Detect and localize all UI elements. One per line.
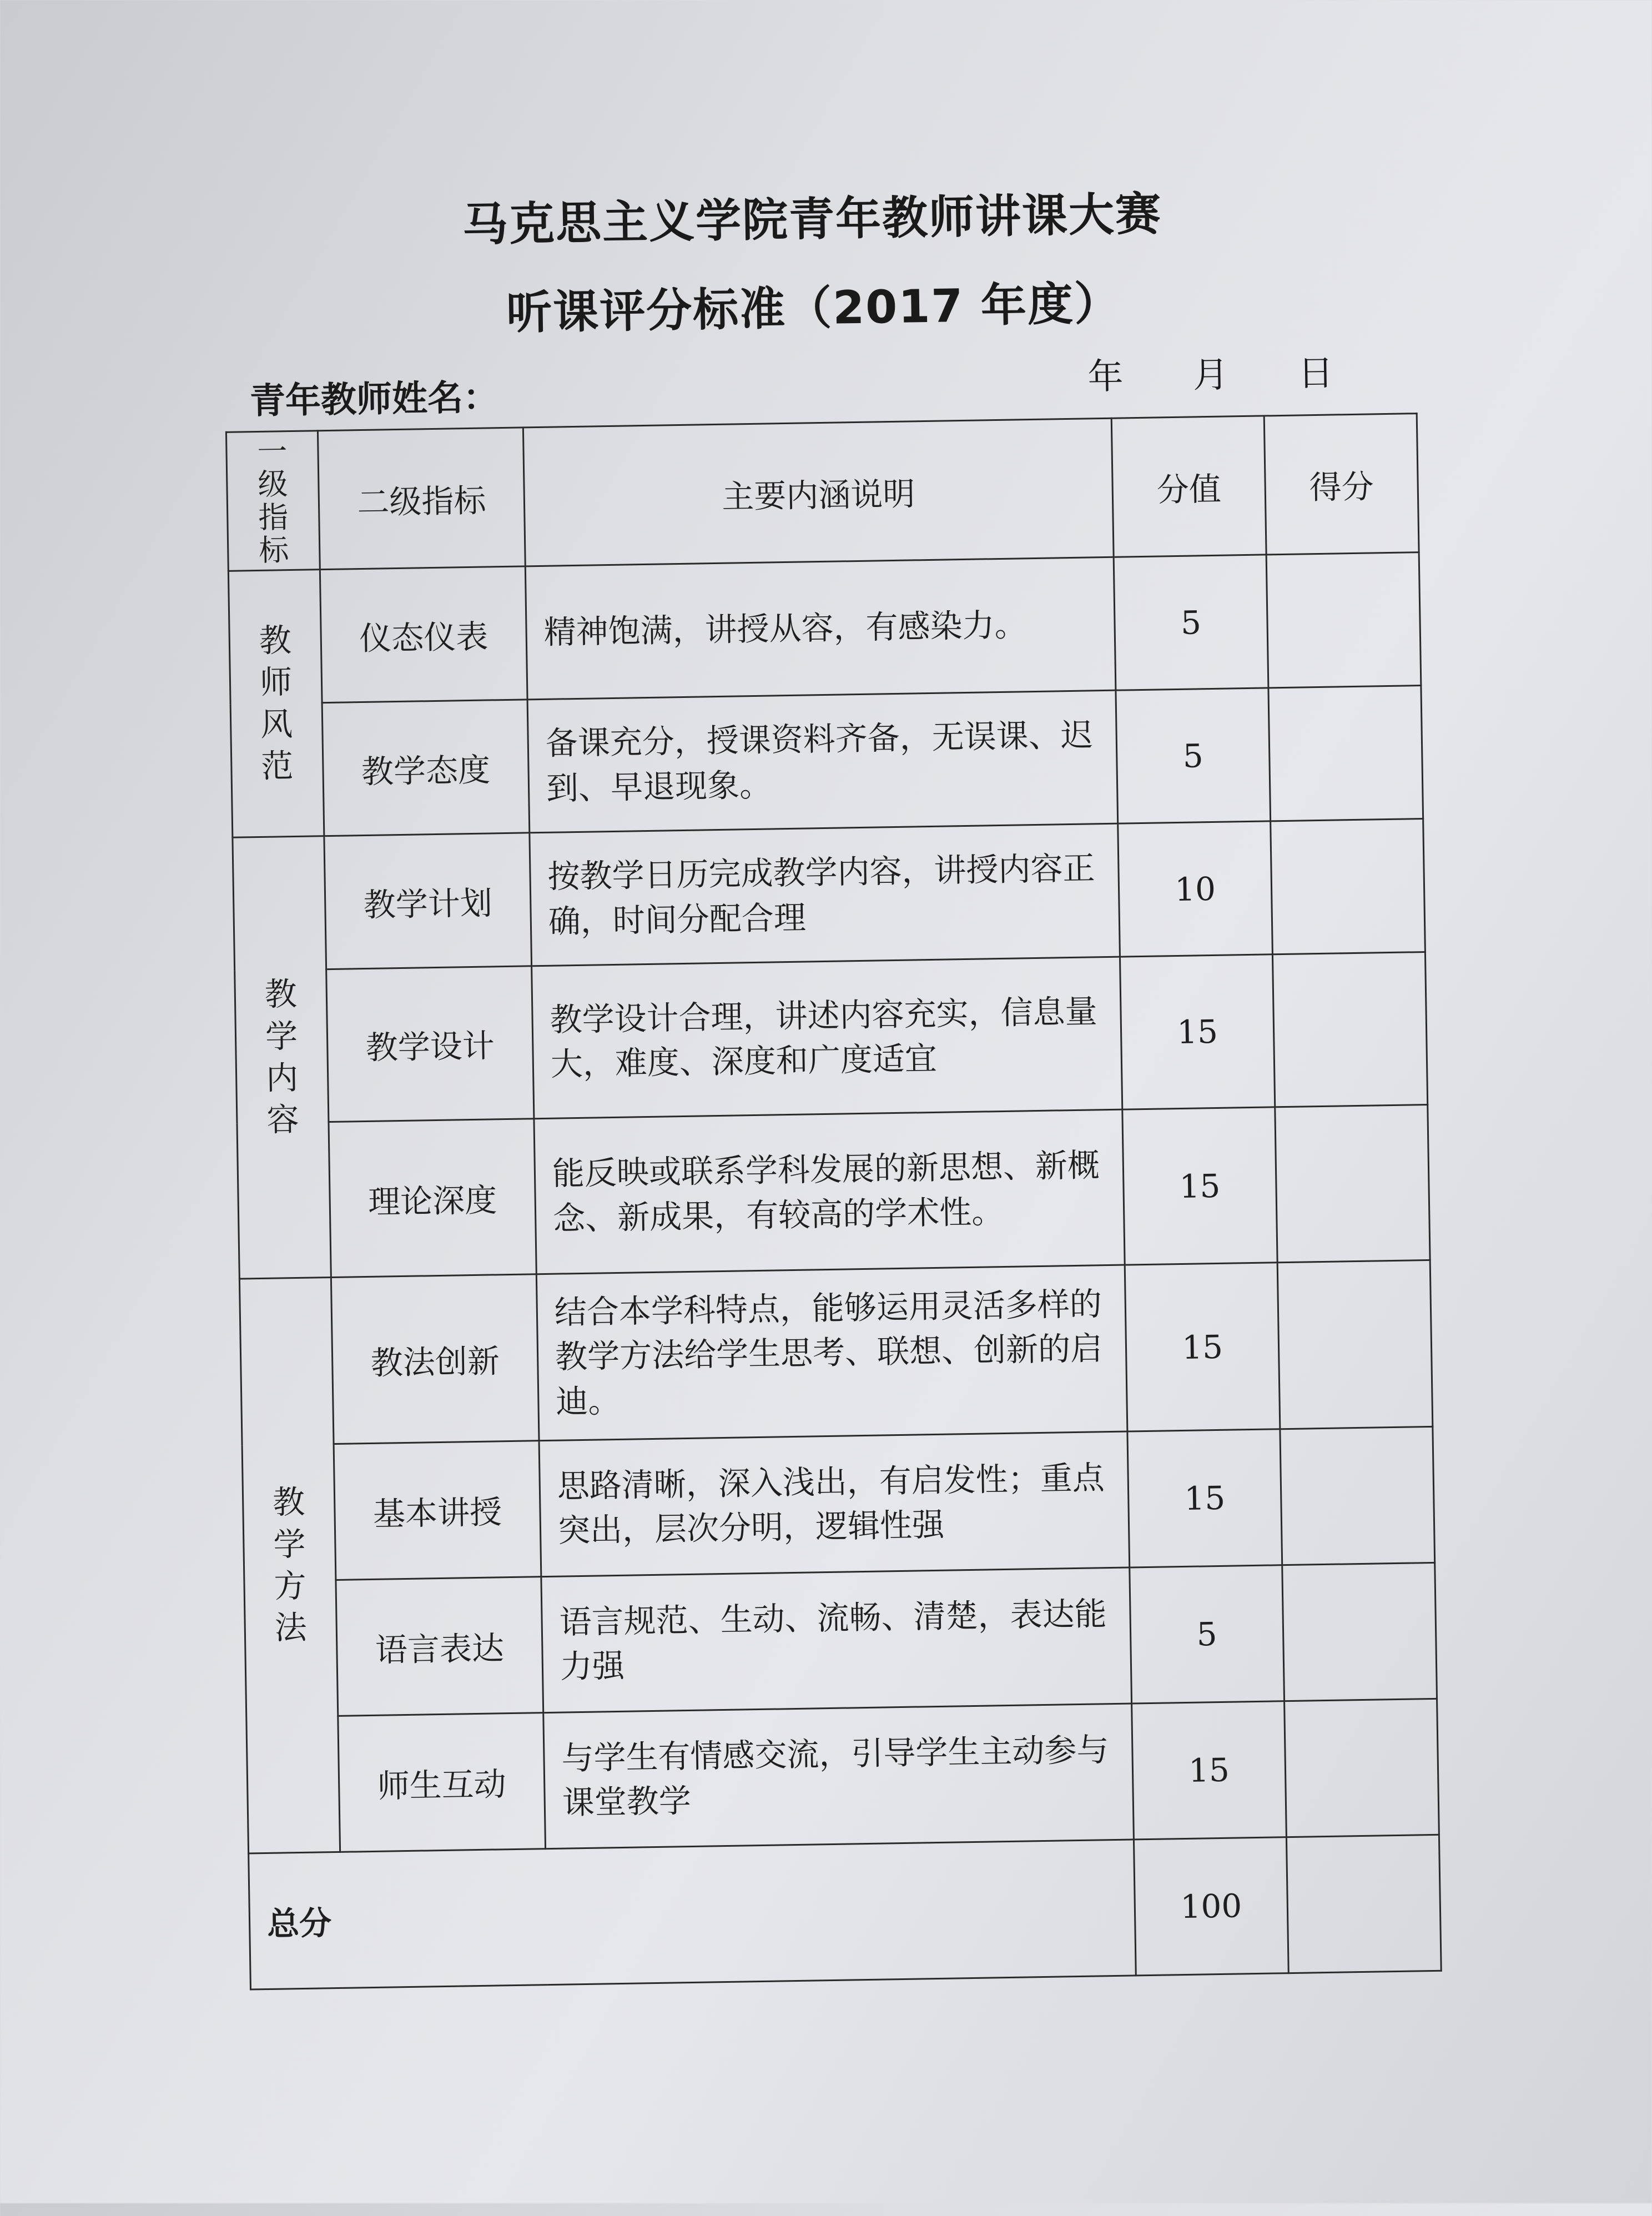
table-row <box>239 1260 1432 1445</box>
table-row <box>230 686 1423 838</box>
description-cell: 能反映或联系学科发展的新思想、新概念、新成果，有较高的学术性。 <box>534 1109 1125 1274</box>
table-header-row <box>226 414 1419 571</box>
total-score-entry-cell[interactable] <box>1286 1835 1441 1973</box>
page-subtitle: 听课评分标准（2017 年度） <box>506 277 1121 340</box>
teacher-name-label: 青年教师姓名： <box>249 377 499 423</box>
description-cell: 与学生有情感交流，引导学生主动参与课堂教学 <box>543 1704 1134 1849</box>
points-cell: 15 <box>1120 954 1275 1109</box>
table-row <box>246 1699 1439 1853</box>
group-teacher-demeanor: 教 师 风 范 <box>228 570 324 838</box>
indicator-cell: 语言表达 <box>336 1577 543 1716</box>
table-row <box>233 819 1426 971</box>
indicator-cell: 师生互动 <box>338 1713 546 1852</box>
header-level2: 二级指标 <box>318 428 525 570</box>
description-cell: 思路清晰，深入浅出，有启发性；重点突出，层次分明，逻辑性强 <box>539 1431 1130 1577</box>
points-cell: 15 <box>1125 1263 1280 1431</box>
description-cell: 教学设计合理，讲述内容充实，信息量大，难度、深度和广度适宜 <box>532 957 1122 1119</box>
points-cell: 15 <box>1127 1429 1282 1567</box>
date-field <box>1087 344 1392 400</box>
page-title: 马克思主义学院青年教师讲课大赛 <box>462 188 1162 252</box>
header-score: 得分 <box>1264 414 1419 555</box>
indicator-cell: 仪态仪表 <box>320 566 527 703</box>
score-entry-cell[interactable] <box>1285 1699 1439 1837</box>
table-row <box>244 1562 1437 1717</box>
score-entry-cell[interactable] <box>1282 1562 1437 1701</box>
total-row <box>249 1835 1442 1989</box>
indicator-cell: 教法创新 <box>331 1274 539 1444</box>
description-cell: 精神饱满，讲授从容，有感染力。 <box>525 557 1116 700</box>
points-cell: 5 <box>1116 688 1271 823</box>
points-cell: 5 <box>1114 555 1268 690</box>
score-entry-cell[interactable] <box>1271 819 1426 954</box>
points-cell: 10 <box>1118 821 1273 957</box>
group-teaching-method: 教 学 方 法 <box>239 1278 340 1853</box>
total-label: 总分 <box>249 1840 1136 1989</box>
score-entry-cell[interactable] <box>1272 952 1427 1107</box>
description-cell: 语言规范、生动、流畅、清楚，表达能力强 <box>541 1567 1132 1713</box>
group-teaching-content: 教 学 内 容 <box>233 836 331 1279</box>
score-entry-cell[interactable] <box>1277 1260 1433 1429</box>
table-row <box>235 952 1428 1124</box>
table-row <box>228 552 1421 705</box>
date-year-label: 年 <box>1087 356 1124 398</box>
points-cell: 15 <box>1122 1107 1277 1265</box>
header-points: 分值 <box>1111 416 1266 557</box>
header-description: 主要内涵说明 <box>523 418 1114 566</box>
date-month-label: 月 <box>1192 354 1229 396</box>
indicator-cell: 教学计划 <box>324 833 532 969</box>
points-cell: 15 <box>1132 1701 1287 1840</box>
indicator-cell: 教学态度 <box>322 700 530 836</box>
indicator-cell: 基本讲授 <box>334 1441 541 1580</box>
total-points-cell: 100 <box>1134 1837 1288 1976</box>
date-day-label: 日 <box>1297 353 1334 395</box>
header-level1: 一 级 指 标 <box>226 431 320 571</box>
description-cell: 按教学日历完成教学内容，讲授内容正确，时间分配合理 <box>530 823 1120 966</box>
score-entry-cell[interactable] <box>1275 1104 1430 1262</box>
score-entry-cell[interactable] <box>1266 552 1421 688</box>
indicator-cell: 理论深度 <box>329 1119 536 1278</box>
table-row <box>237 1104 1430 1279</box>
description-cell: 结合本学科特点，能够运用灵活多样的教学方法给学生思考、联想、创新的启迪。 <box>536 1265 1127 1441</box>
score-entry-cell[interactable] <box>1268 686 1423 821</box>
scoring-table <box>225 413 1442 1990</box>
score-entry-cell[interactable] <box>1280 1426 1435 1565</box>
points-cell: 5 <box>1130 1565 1285 1704</box>
indicator-cell: 教学设计 <box>326 966 534 1122</box>
table-row <box>242 1426 1435 1581</box>
description-cell: 备课充分，授课资料齐备，无误课、迟到、早退现象。 <box>527 690 1118 833</box>
